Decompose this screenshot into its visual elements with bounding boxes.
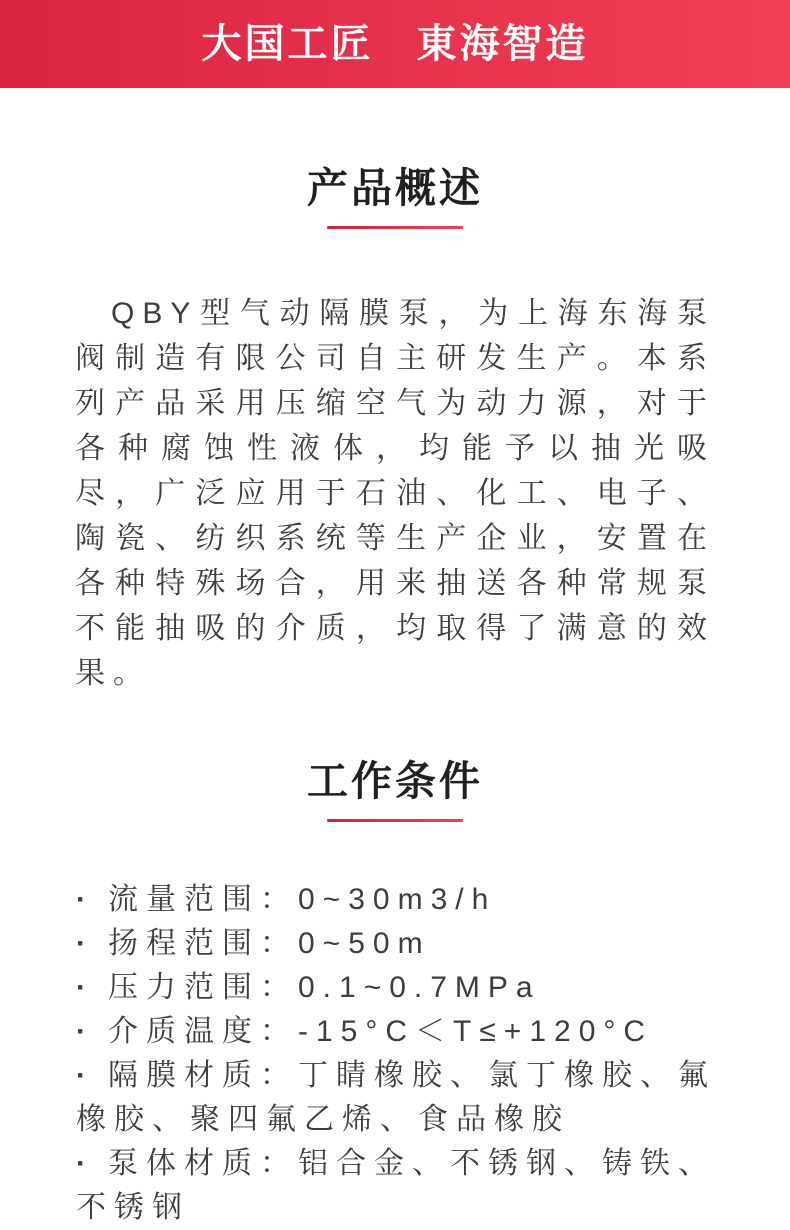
condition-text-pump-body-material: 泵体材质：铝合金、不锈钢、铸铁、不锈钢 bbox=[76, 1147, 716, 1224]
condition-text-pressure: 压力范围：0.1~0.7MPa bbox=[108, 971, 541, 1004]
condition-text-flow: 流量范围：0~30m3/h bbox=[108, 883, 497, 916]
condition-text-temperature: 介质温度：-15°C＜T≤+120°C bbox=[108, 1015, 654, 1048]
bullet-dot-icon: · bbox=[76, 971, 94, 1004]
overview-title-underline bbox=[327, 226, 463, 229]
conditions-section-title: 工作条件 bbox=[307, 758, 483, 804]
condition-text-diaphragm-material: 隔膜材质：丁睛橡胶、氯丁橡胶、氟橡胶、聚四氟乙烯、食品橡胶 bbox=[76, 1059, 716, 1136]
condition-item-pressure bbox=[76, 966, 718, 1010]
condition-text-head: 扬程范围：0~50m bbox=[108, 927, 431, 960]
top-banner bbox=[0, 0, 790, 88]
bullet-dot-icon: · bbox=[76, 883, 94, 916]
overview-paragraph: QBY型气动隔膜泵，为上海东海泵阀制造有限公司自主研发生产。本系列产品采用压缩空气为动力源，对于各种腐蚀性液体，均能予以抽光吸尽，广泛应用于石油、化工、电子、陶瓷、纺织系统等生产企业，安置在各种特殊场合，用来抽送各种常规泵不能抽吸的介质，均取得了满意的效果。 bbox=[75, 297, 715, 690]
bullet-dot-icon: · bbox=[76, 1015, 94, 1048]
condition-item-head bbox=[76, 922, 718, 966]
overview-section-title: 产品概述 bbox=[307, 165, 483, 211]
condition-item-diaphragm-material bbox=[76, 1054, 718, 1142]
bullet-dot-icon: · bbox=[76, 1147, 94, 1180]
bullet-dot-icon: · bbox=[76, 927, 94, 960]
condition-item-flow bbox=[76, 878, 718, 922]
condition-item-temperature bbox=[76, 1010, 718, 1054]
overview-section bbox=[0, 164, 790, 696]
conditions-title-underline bbox=[327, 819, 463, 822]
conditions-section bbox=[0, 757, 790, 1230]
condition-item-pump-body-material bbox=[76, 1142, 718, 1230]
bullet-dot-icon: · bbox=[76, 1059, 94, 1092]
conditions-list bbox=[0, 878, 790, 1230]
banner-title: 大国工匠 東海智造 bbox=[201, 22, 589, 66]
